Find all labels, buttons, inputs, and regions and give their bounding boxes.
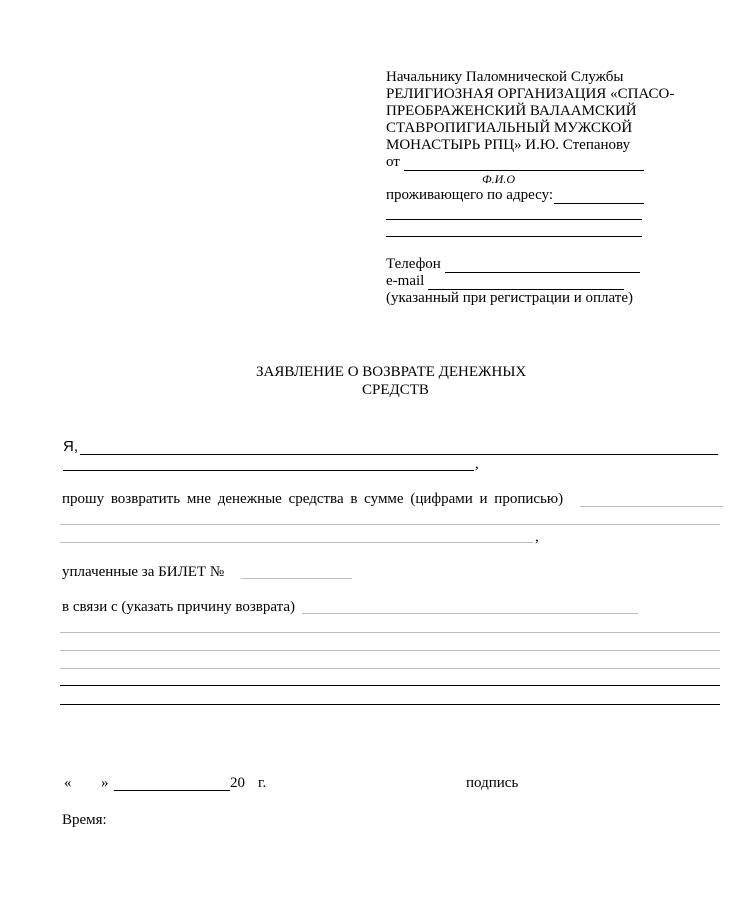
year-label: 20 xyxy=(230,775,245,791)
date-month-fill-line[interactable] xyxy=(114,790,230,791)
addressee-line-5: МОНАСТЫРЬ РПЦ» И.Ю. Степанову xyxy=(386,137,631,153)
addressee-line-2: РЕЛИГИОЗНАЯ ОРГАНИЗАЦИЯ «СПАСО- xyxy=(386,86,675,102)
name-comma: , xyxy=(475,456,479,472)
ticket-label: уплаченные за БИЛЕТ № xyxy=(62,564,225,580)
signature-label: подпись xyxy=(466,775,519,791)
document-title-line-1: ЗАЯВЛЕНИЕ О ВОЗВРАТЕ ДЕНЕЖНЫХ xyxy=(256,364,527,380)
address-fill-line-2[interactable] xyxy=(386,219,642,220)
addressee-line-1: Начальнику Паломнической Службы xyxy=(386,69,624,85)
email-note: (указанный при регистрации и оплате) xyxy=(386,290,634,306)
date-quote-close: » xyxy=(101,775,109,791)
from-label: от xyxy=(386,154,400,170)
amount-comma: , xyxy=(535,529,539,545)
reason-fill-line-3[interactable] xyxy=(60,650,720,651)
addressee-line-3: ПРЕОБРАЖЕНСКИЙ ВАЛААМСКИЙ xyxy=(386,103,637,119)
reason-fill-line-6[interactable] xyxy=(60,704,720,705)
email-label: e-mail xyxy=(386,273,425,289)
reason-fill-line-2[interactable] xyxy=(60,632,720,633)
time-label: Время: xyxy=(62,812,107,828)
address-fill-line-3[interactable] xyxy=(386,236,642,237)
refund-request-text: прошу возвратить мне денежные средства в сумме (цифрами и прописью) xyxy=(62,491,564,507)
amount-fill-line-2[interactable] xyxy=(60,524,720,525)
address-label: проживающего по адресу: xyxy=(386,187,554,203)
name-fill-line-1[interactable] xyxy=(80,454,718,455)
date-quote-open: « xyxy=(64,775,72,791)
ticket-number-fill-line[interactable] xyxy=(241,578,352,579)
phone-label: Телефон xyxy=(386,256,441,272)
year-suffix: г. xyxy=(258,775,267,791)
phone-fill-line[interactable] xyxy=(445,272,640,273)
fio-caption: Ф.И.О xyxy=(482,172,515,186)
i-label: Я, xyxy=(63,438,78,455)
reason-fill-line-4[interactable] xyxy=(60,668,720,669)
addressee-line-4: СТАВРОПИГИАЛЬНЫЙ МУЖСКОЙ xyxy=(386,120,633,136)
name-fill-line-2[interactable] xyxy=(63,470,474,471)
document-title-line-2: СРЕДСТВ xyxy=(362,382,429,398)
reason-label: в связи с (указать причину возврата) xyxy=(62,599,295,615)
reason-fill-line-1[interactable] xyxy=(302,613,638,614)
address-fill-line-1[interactable] xyxy=(554,203,644,204)
amount-fill-line-1[interactable] xyxy=(580,506,723,507)
reason-fill-line-5[interactable] xyxy=(60,685,720,686)
amount-fill-line-3[interactable] xyxy=(60,542,533,543)
fio-fill-line[interactable] xyxy=(404,170,644,171)
